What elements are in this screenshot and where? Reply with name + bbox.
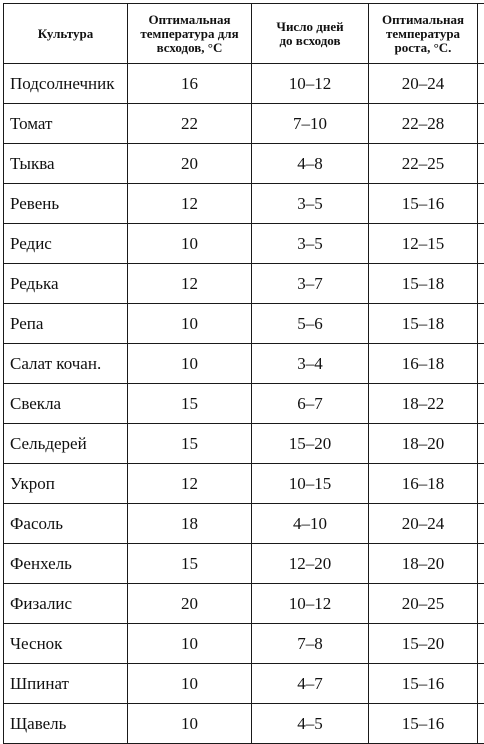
table-body xyxy=(4,64,484,744)
cell-crop: Щавель xyxy=(4,704,128,744)
table-row xyxy=(4,64,484,104)
table-header xyxy=(4,4,484,64)
cell-days: 3–7 xyxy=(252,264,369,304)
cell-germination-temp: 22 xyxy=(128,104,252,144)
table-row xyxy=(4,304,484,344)
cell-growth-temp: 15–18 xyxy=(369,304,478,344)
cell-crop: Тыква xyxy=(4,144,128,184)
cell-crop: Физалис xyxy=(4,584,128,624)
cell-growth-temp: 18–22 xyxy=(369,384,478,424)
row-spacer xyxy=(478,144,484,184)
row-spacer xyxy=(478,64,484,104)
crop-table-container xyxy=(3,3,484,740)
row-spacer xyxy=(478,464,484,504)
cell-growth-temp: 15–16 xyxy=(369,704,478,744)
cell-germination-temp: 12 xyxy=(128,264,252,304)
cell-days: 12–20 xyxy=(252,544,369,584)
row-spacer xyxy=(478,344,484,384)
cell-crop: Подсолнечник xyxy=(4,64,128,104)
cell-growth-temp: 15–16 xyxy=(369,664,478,704)
table-row xyxy=(4,184,484,224)
cell-days: 4–8 xyxy=(252,144,369,184)
row-spacer xyxy=(478,704,484,744)
cell-germination-temp: 20 xyxy=(128,144,252,184)
cell-germination-temp: 15 xyxy=(128,424,252,464)
cell-germination-temp: 10 xyxy=(128,304,252,344)
row-spacer xyxy=(478,504,484,544)
cell-days: 7–10 xyxy=(252,104,369,144)
header-growth-temp: Оптимальная температура роста, °С. xyxy=(369,4,478,64)
row-spacer xyxy=(478,544,484,584)
cell-germination-temp: 10 xyxy=(128,624,252,664)
cell-crop: Свекла xyxy=(4,384,128,424)
cell-crop: Укроп xyxy=(4,464,128,504)
table-row xyxy=(4,144,484,184)
cell-days: 10–12 xyxy=(252,64,369,104)
row-spacer xyxy=(478,584,484,624)
table-row xyxy=(4,224,484,264)
cell-growth-temp: 22–25 xyxy=(369,144,478,184)
cell-crop: Ревень xyxy=(4,184,128,224)
cell-days: 4–7 xyxy=(252,664,369,704)
header-row xyxy=(4,4,484,64)
cell-days: 10–12 xyxy=(252,584,369,624)
cell-growth-temp: 20–24 xyxy=(369,504,478,544)
crop-germination-table xyxy=(3,3,484,744)
cell-germination-temp: 15 xyxy=(128,384,252,424)
cell-days: 3–5 xyxy=(252,224,369,264)
cell-germination-temp: 18 xyxy=(128,504,252,544)
table-row xyxy=(4,704,484,744)
cell-crop: Томат xyxy=(4,104,128,144)
cell-growth-temp: 12–15 xyxy=(369,224,478,264)
cell-germination-temp: 12 xyxy=(128,464,252,504)
table-row xyxy=(4,544,484,584)
table-row xyxy=(4,104,484,144)
cell-crop: Фасоль xyxy=(4,504,128,544)
cell-germination-temp: 10 xyxy=(128,224,252,264)
cell-days: 5–6 xyxy=(252,304,369,344)
header-days-to-emergence: Число дней до всходов xyxy=(252,4,369,64)
cell-germination-temp: 20 xyxy=(128,584,252,624)
row-spacer xyxy=(478,384,484,424)
cell-growth-temp: 15–16 xyxy=(369,184,478,224)
header-spacer xyxy=(478,4,484,64)
cell-growth-temp: 20–25 xyxy=(369,584,478,624)
cell-crop: Салат кочан. xyxy=(4,344,128,384)
cell-germination-temp: 10 xyxy=(128,344,252,384)
cell-crop: Редис xyxy=(4,224,128,264)
cell-germination-temp: 15 xyxy=(128,544,252,584)
cell-days: 6–7 xyxy=(252,384,369,424)
cell-crop: Сельдерей xyxy=(4,424,128,464)
table-row xyxy=(4,664,484,704)
row-spacer xyxy=(478,184,484,224)
table-row xyxy=(4,624,484,664)
cell-growth-temp: 18–20 xyxy=(369,544,478,584)
table-row xyxy=(4,424,484,464)
cell-crop: Репа xyxy=(4,304,128,344)
cell-growth-temp: 16–18 xyxy=(369,344,478,384)
cell-growth-temp: 15–20 xyxy=(369,624,478,664)
row-spacer xyxy=(478,664,484,704)
row-spacer xyxy=(478,424,484,464)
table-row xyxy=(4,344,484,384)
cell-growth-temp: 15–18 xyxy=(369,264,478,304)
row-spacer xyxy=(478,104,484,144)
cell-growth-temp: 16–18 xyxy=(369,464,478,504)
cell-germination-temp: 12 xyxy=(128,184,252,224)
cell-days: 4–10 xyxy=(252,504,369,544)
table-row xyxy=(4,504,484,544)
table-row xyxy=(4,584,484,624)
cell-days: 3–4 xyxy=(252,344,369,384)
row-spacer xyxy=(478,264,484,304)
cell-crop: Шпинат xyxy=(4,664,128,704)
cell-growth-temp: 22–28 xyxy=(369,104,478,144)
table-row xyxy=(4,264,484,304)
cell-days: 7–8 xyxy=(252,624,369,664)
header-germination-temp: Оптимальная температура для всходов, °С xyxy=(128,4,252,64)
cell-days: 3–5 xyxy=(252,184,369,224)
cell-growth-temp: 20–24 xyxy=(369,64,478,104)
cell-growth-temp: 18–20 xyxy=(369,424,478,464)
cell-germination-temp: 16 xyxy=(128,64,252,104)
cell-days: 15–20 xyxy=(252,424,369,464)
cell-germination-temp: 10 xyxy=(128,704,252,744)
cell-crop: Редька xyxy=(4,264,128,304)
table-row xyxy=(4,464,484,504)
cell-crop: Чеснок xyxy=(4,624,128,664)
cell-days: 10–15 xyxy=(252,464,369,504)
row-spacer xyxy=(478,224,484,264)
header-crop: Культура xyxy=(4,4,128,64)
table-row xyxy=(4,384,484,424)
cell-crop: Фенхель xyxy=(4,544,128,584)
cell-days: 4–5 xyxy=(252,704,369,744)
row-spacer xyxy=(478,624,484,664)
cell-germination-temp: 10 xyxy=(128,664,252,704)
row-spacer xyxy=(478,304,484,344)
